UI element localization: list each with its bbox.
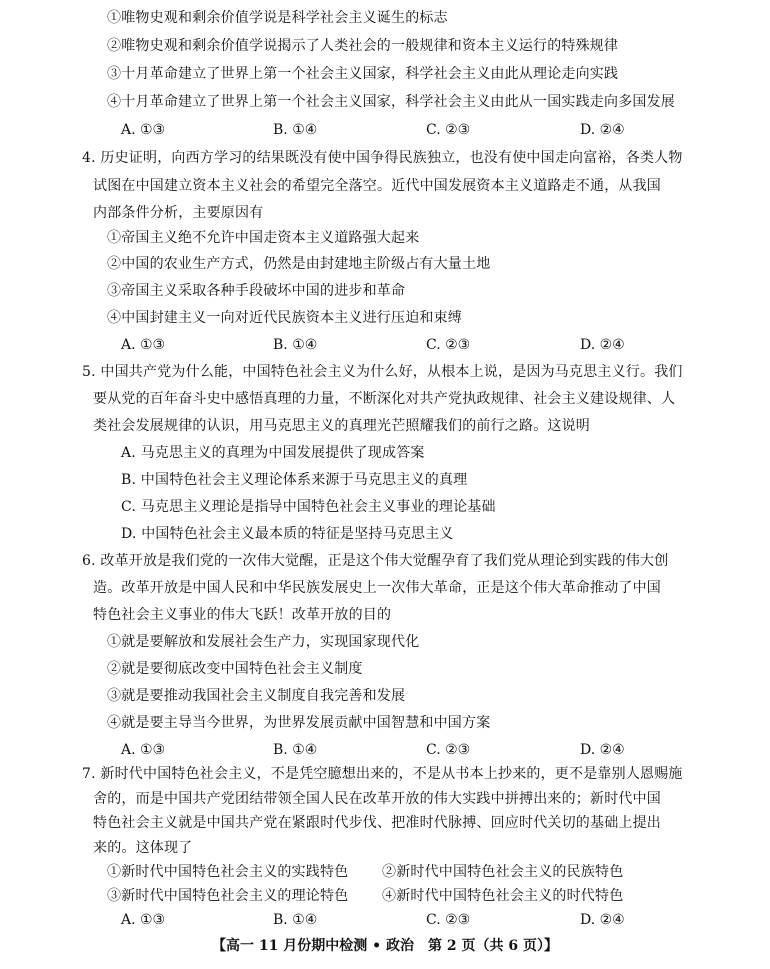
q6-option-c: C. ②③ — [426, 742, 471, 758]
q7-stem-line-1: 7. 新时代中国特色社会主义，不是凭空臆想出来的，不是从书本上抄来的，更不是靠别人恩赐施 — [82, 766, 683, 782]
q7-item-3: ③新时代中国特色社会主义的理论特色 — [107, 888, 349, 904]
q6-stem-line-1: 6. 改革开放是我们党的一次伟大觉醒，正是这个伟大觉醒孕育了我们党从理论到实践的伟大创 — [82, 553, 669, 569]
q4-option-b: B. ①④ — [273, 337, 318, 353]
q7-item-4: ④新时代中国特色社会主义的时代特色 — [382, 888, 624, 904]
q4-item-1: ①帝国主义绝不允许中国走资本主义道路强大起来 — [107, 230, 420, 246]
q5-choice-b: B. 中国特色社会主义理论体系来源于马克思主义的真理 — [121, 472, 468, 488]
prev-option-a: A. ①③ — [121, 122, 166, 138]
q6-item-3: ③就是要推动我国社会主义制度自我完善和发展 — [107, 688, 406, 704]
q4-option-a: A. ①③ — [121, 337, 166, 353]
q6-item-4: ④就是要主导当今世界，为世界发展贡献中国智慧和中国方案 — [107, 715, 491, 731]
q5-choice-c: C. 马克思主义理论是指导中国特色社会主义事业的理论基础 — [121, 499, 496, 515]
q5-stem-line-2: 要从党的百年奋斗史中感悟真理的力量，不断深化对共产党执政规律、社会主义建设规律、人 — [93, 391, 676, 407]
q4-item-2: ②中国的农业生产方式，仍然是由封建地主阶级占有大量土地 — [107, 256, 491, 272]
q5-choice-a: A. 马克思主义的真理为中国发展提供了现成答案 — [121, 445, 425, 461]
q6-item-1: ①就是要解放和发展社会生产力，实现国家现代化 — [107, 634, 420, 650]
q7-stem-line-4: 来的。这体现了 — [93, 839, 193, 856]
q6-stem-line-2: 造。改革开放是中国人民和中华民族发展史上一次伟大革命，正是这个伟大革命推动了中国 — [93, 580, 661, 596]
q5-stem-line-1: 5. 中国共产党为什么能，中国特色社会主义为什么好，从根本上说，是因为马克思主义行。我们 — [82, 364, 683, 380]
q7-stem-line-2: 舍的，而是中国共产党团结带领全国人民在改革开放的伟大实践中拼搏出来的；新时代中国 — [93, 790, 661, 807]
q7-option-c: C. ②③ — [426, 912, 471, 928]
q6-item-2: ②就是要彻底改变中国特色社会主义制度 — [107, 661, 363, 677]
q7-item-2: ②新时代中国特色社会主义的民族特色 — [382, 864, 624, 880]
q6-option-d: D. ②④ — [580, 742, 625, 758]
prev-option-d: D. ②④ — [580, 122, 625, 138]
prev-item-1: ①唯物史观和剩余价值学说是科学社会主义诞生的标志 — [107, 10, 448, 26]
q6-option-a: A. ①③ — [121, 742, 166, 758]
q7-option-b: B. ①④ — [273, 912, 318, 928]
q5-choice-d: D. 中国特色社会主义最本质的特征是坚持马克思主义 — [121, 526, 454, 542]
prev-option-c: C. ②③ — [426, 122, 471, 138]
q4-option-d: D. ②④ — [580, 337, 625, 353]
prev-item-4: ④十月革命建立了世界上第一个社会主义国家，科学社会主义由此从一国实践走向多国发展 — [107, 94, 675, 110]
q4-stem-line-3: 内部条件分析，主要原因有 — [93, 205, 264, 221]
q5-stem-line-3: 类社会发展规律的认识，用马克思主义的真理光芒照耀我们的前行之路。这说明 — [93, 418, 590, 434]
q7-stem-line-3: 特色社会主义就是中国共产党在紧跟时代步伐、把准时代脉搏、回应时代关切的基础上提出 — [93, 815, 661, 831]
page-footer: 【高一 11 月份期中检测 • 政治 第 2 页（共 6 页）】 — [212, 938, 558, 954]
q7-option-a: A. ①③ — [121, 912, 166, 928]
prev-option-b: B. ①④ — [273, 122, 318, 138]
q6-stem-line-3: 特色社会主义事业的伟大飞跃！改革开放的目的 — [93, 607, 392, 623]
q4-option-c: C. ②③ — [426, 337, 471, 353]
q4-stem-line-2: 试图在中国建立资本主义社会的希望完全落空。近代中国发展资本主义道路走不通，从我国 — [93, 178, 661, 194]
q4-stem-line-1: 4. 历史证明，向西方学习的结果既没有使中国争得民族独立，也没有使中国走向富裕，各类人物 — [82, 150, 683, 166]
prev-item-3: ③十月革命建立了世界上第一个社会主义国家，科学社会主义由此从理论走向实践 — [107, 66, 619, 82]
q7-item-1: ①新时代中国特色社会主义的实践特色 — [107, 864, 349, 880]
q6-option-b: B. ①④ — [273, 742, 318, 758]
q4-item-3: ③帝国主义采取各种手段破坏中国的进步和革命 — [107, 283, 406, 299]
q4-item-4: ④中国封建主义一向对近代民族资本主义进行压迫和束缚 — [107, 310, 462, 326]
q7-option-d: D. ②④ — [580, 912, 625, 928]
prev-item-2: ②唯物史观和剩余价值学说揭示了人类社会的一般规律和资本主义运行的特殊规律 — [107, 38, 619, 54]
